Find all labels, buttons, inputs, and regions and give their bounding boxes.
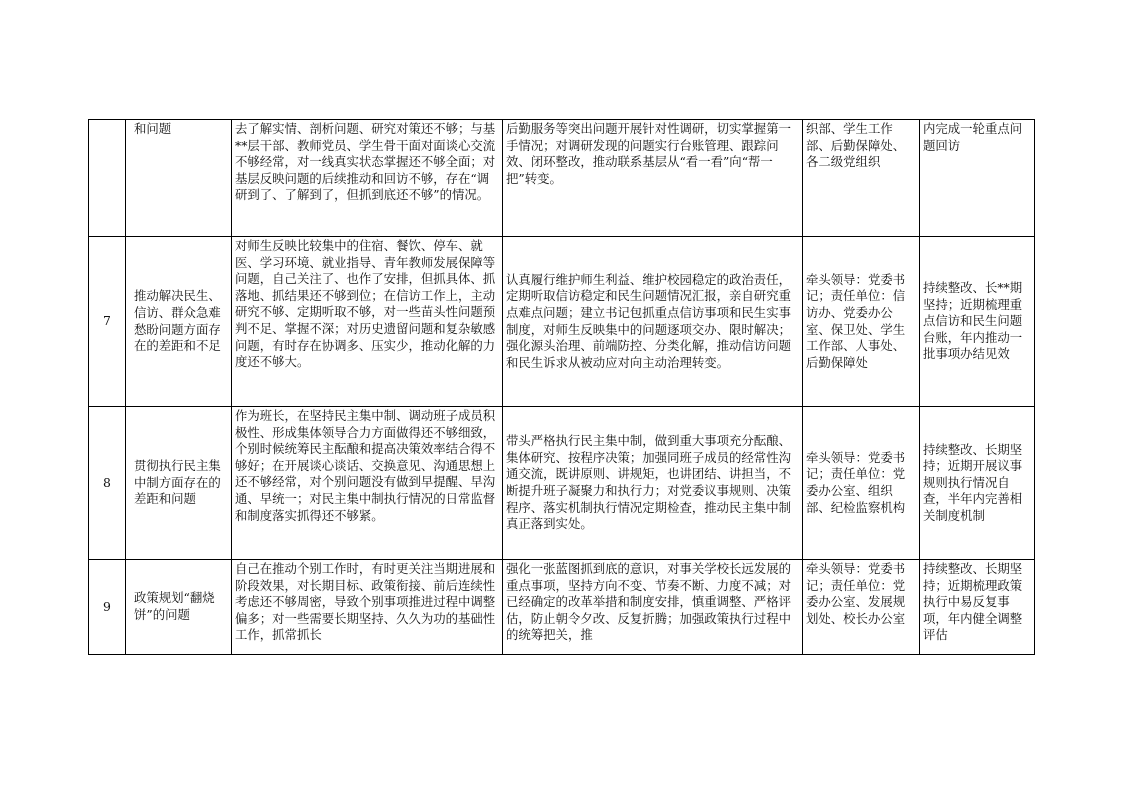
row-number: 7 xyxy=(89,237,126,407)
deadline-cell: 内完成一轮重点问题回访 xyxy=(920,120,1035,237)
table-row xyxy=(89,407,1035,560)
issue-cell: 和问题 xyxy=(126,120,232,237)
rectification-table xyxy=(88,119,1035,655)
row-number xyxy=(89,120,126,237)
measure-cell: 认真履行维护师生利益、维护校园稳定的政治责任，定期听取信访稳定和民生问题情况汇报，亲自研究重点难点问题；建立书记包抓重点信访事项和民生实事制度，对师生反映集中的问题逐项交办、限时解决；强化源头治理、前端防控、分类化解，推动信访问题和民生诉求从被动应对向主动治理转变。 xyxy=(503,237,803,407)
description-cell: 作为班长，在坚持民主集中制、调动班子成员积极性、形成集体领导合力方面做得还不够细致，个别时候统筹民主酝酿和提高决策效率结合得不够好；在开展谈心谈话、交换意见、沟通思想上还不够经常，对个别问题没有做到早提醒、早沟通、早统一；对民主集中制执行情况的日常监督和制度落实抓得还不够紧。 xyxy=(232,407,503,560)
responsible-unit-cell: 织部、学生工作部、后勤保障处、各二级党组织 xyxy=(803,120,920,237)
row-number: 9 xyxy=(89,560,126,655)
table-row xyxy=(89,560,1035,655)
description-cell: 去了解实情、剖析问题、研究对策还不够；与基**层干部、教师党员、学生骨干面对面谈心交流不够经常，对一线真实状态掌握还不够全面；对基层反映问题的后续推动和回访不够，存在“调研到了、了解到了，但抓到底还不够”的情况。 xyxy=(232,120,503,237)
measure-cell: 带头严格执行民主集中制，做到重大事项充分酝酿、集体研究、按程序决策；加强同班子成员的经常性沟通交流，既讲原则、讲规矩，也讲团结、讲担当，不断提升班子凝聚力和执行力；对党委议事规则、决策程序、落实机制执行情况定期检查，推动民主集中制真正落到实处。 xyxy=(503,407,803,560)
issue-cell: 贯彻执行民主集中制方面存在的差距和问题 xyxy=(126,407,232,560)
measure-cell: 后勤服务等突出问题开展针对性调研，切实掌握第一手情况；对调研发现的问题实行台账管理、跟踪问效、闭环整改，推动联系基层从“看一看”向“帮一把”转变。 xyxy=(503,120,803,237)
responsible-unit-cell: 牵头领导：党委书记；责任单位：信访办、党委办公室、保卫处、学生工作部、人事处、后勤保障处 xyxy=(803,237,920,407)
issue-cell: 推动解决民生、信访、群众急难愁盼问题方面存在的差距和不足 xyxy=(126,237,232,407)
table-row xyxy=(89,237,1035,407)
measure-cell: 强化一张蓝图抓到底的意识，对事关学校长远发展的重点事项，坚持方向不变、节奏不断、力度不减；对已经确定的改革举措和制度安排，慎重调整、严格评估，防止朝令夕改、反复折腾；加强政策执行过程中的统筹把关，推 xyxy=(503,560,803,655)
deadline-cell: 持续整改、长期坚持；近期梳理政策执行中易反复事项，年内健全调整评估 xyxy=(920,560,1035,655)
responsible-unit-cell: 牵头领导：党委书记；责任单位：党委办公室、组织部、纪检监察机构 xyxy=(803,407,920,560)
table-row xyxy=(89,120,1035,237)
row-number: 8 xyxy=(89,407,126,560)
description-cell: 对师生反映比较集中的住宿、餐饮、停车、就医、学习环境、就业指导、青年教师发展保障等问题，自己关注了、也作了安排，但抓具体、抓落地、抓结果还不够到位；在信访工作上，主动研究不够、定期听取不够，对一些苗头性问题预判不足、掌握不深；对历史遗留问题和复杂敏感问题，有时存在协调多、压实少，推动化解的力度还不够大。 xyxy=(232,237,503,407)
deadline-cell: 持续整改、长期坚持；近期开展议事规则执行情况自查，半年内完善相关制度机制 xyxy=(920,407,1035,560)
responsible-unit-cell: 牵头领导：党委书记；责任单位：党委办公室、发展规划处、校长办公室 xyxy=(803,560,920,655)
issue-cell: 政策规划“翻烧饼”的问题 xyxy=(126,560,232,655)
description-cell: 自己在推动个别工作时，有时更关注当期进展和阶段效果，对长期目标、政策衔接、前后连续性考虑还不够周密，导致个别事项推进过程中调整偏多；对一些需要长期坚持、久久为功的基础性工作，抓常抓长 xyxy=(232,560,503,655)
deadline-cell: 持续整改、长**期坚持；近期梳理重点信访和民生问题台账，年内推动一批事项办结见效 xyxy=(920,237,1035,407)
